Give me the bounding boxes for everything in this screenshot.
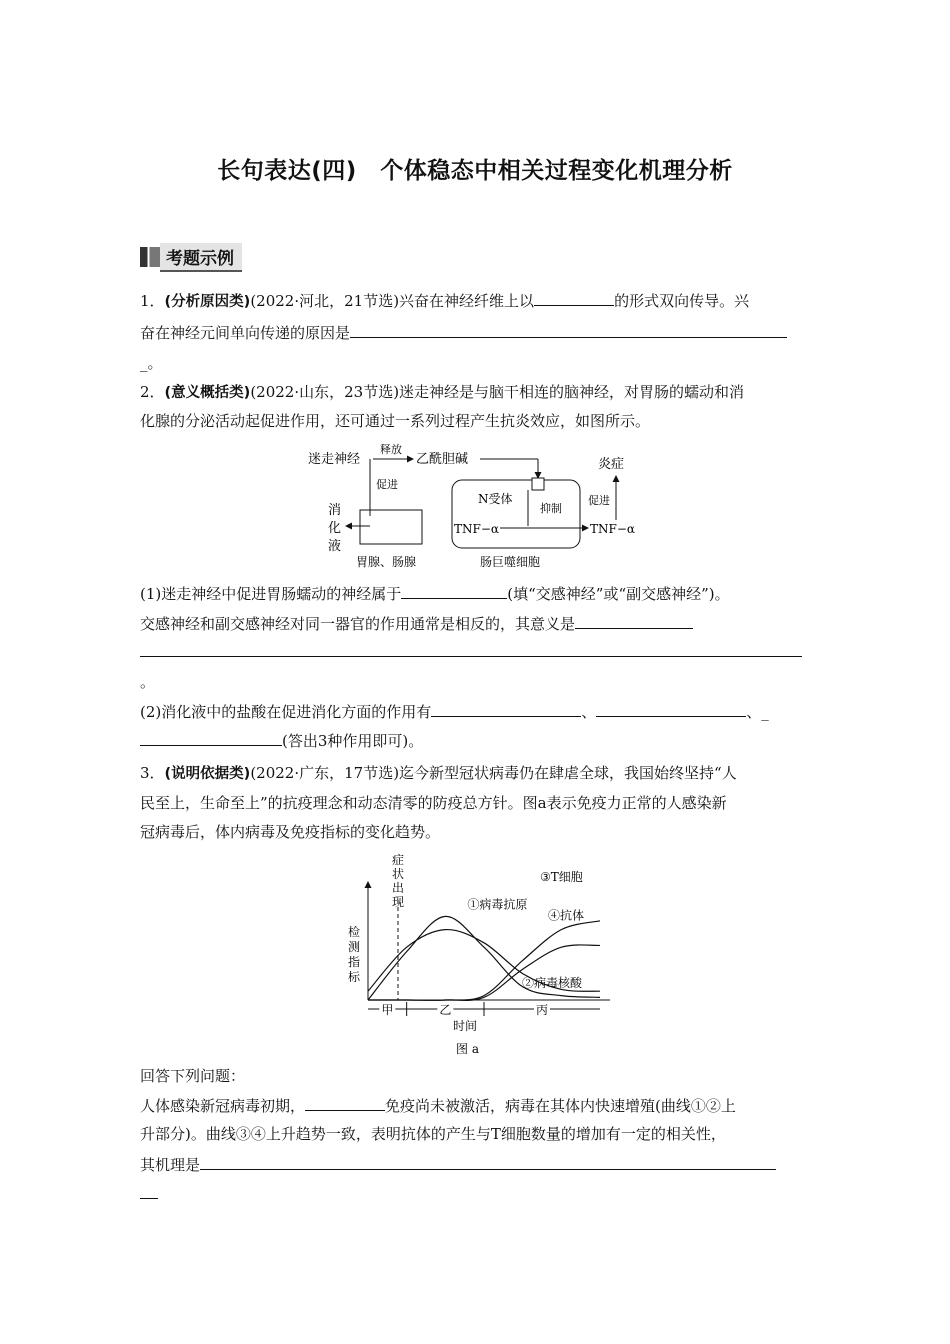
q3-answer-text-a: 人体感染新冠病毒初期，: [140, 1097, 306, 1115]
diagram-tnf-1: TNF−α: [454, 522, 499, 536]
q2-sub2-line1: [140, 700, 769, 722]
q2-blank-4[interactable]: [431, 700, 581, 717]
q2-blank-3[interactable]: [140, 640, 802, 657]
q3-text-a: 迄今新型冠状病毒仍在肆虐全球，我国始终坚持“人: [399, 764, 737, 782]
q2-number: 2．: [140, 383, 165, 401]
stage-label: 丙: [536, 1003, 549, 1017]
diagram-macrophage: 肠巨噬细胞: [480, 555, 541, 569]
diagram-inflammation: 炎症: [598, 457, 625, 472]
diagram-ach: 乙酰胆碱: [416, 452, 469, 467]
series-label-4: ④抗体: [548, 908, 585, 923]
q2-blank-5[interactable]: [596, 700, 746, 717]
chart-ylabel: [348, 924, 361, 984]
q3-line2: 民至上，生命至上”的抗疫理念和动态清零的防疫总方针。图a表示免疫力正常的人感染新: [140, 794, 727, 812]
diagram-tnf-2: TNF−α: [590, 522, 635, 536]
q3-answer-line2: 升部分)。曲线③④上升趋势一致，表明抗体的产生与T细胞数量的增加有一定的相关性，: [140, 1125, 726, 1143]
ylabel-char: 指: [348, 955, 361, 969]
q2-text-a: 迷走神经是与脑干相连的脑神经，对胃肠的蠕动和消: [399, 383, 745, 401]
q2-sep-2: 、: [746, 703, 762, 721]
q2-type: (意义概括类): [164, 385, 251, 401]
q2-sub2-end: _: [761, 703, 769, 721]
q3-source: (2022·广东，17节选): [250, 764, 400, 782]
series-label-2: ②病毒核酸: [522, 976, 583, 991]
q1-text-a: 兴奋在神经纤维上以: [399, 292, 535, 310]
symptom-char: 症: [392, 853, 405, 867]
q2-sub1-line1: [140, 582, 730, 604]
receptor-icon: [532, 478, 544, 490]
stage-label: 乙: [439, 1003, 452, 1017]
ylabel-char: 测: [348, 940, 361, 954]
gland-box: [360, 510, 422, 544]
q2-sep-1: 、: [581, 703, 597, 721]
q2-sub1-line4: 。: [140, 673, 156, 691]
q3-line1: [140, 763, 737, 784]
diagram-nreceptor: N受体: [478, 492, 513, 506]
stage-label: 甲: [381, 1003, 394, 1017]
series-line-4: [368, 945, 600, 1001]
q3-answer-line3: [140, 1153, 776, 1175]
diagram-gland: 胃腺、肠腺: [356, 555, 417, 569]
diagram-promote-1: 促进: [376, 478, 398, 491]
page-title: 长句表达(四) 个体稳态中相关过程变化机理分析: [217, 158, 733, 184]
q1-blank-1[interactable]: [534, 289, 614, 306]
q2-blank-2[interactable]: [575, 612, 693, 629]
q1-line2: [140, 321, 787, 343]
series-label-3: ③T细胞: [540, 869, 583, 884]
q3-blank-1[interactable]: [305, 1094, 385, 1111]
immune-chart: [340, 850, 630, 1060]
q3-line3: 冠病毒后，体内病毒及免疫指标的变化趋势。: [140, 823, 441, 841]
q3-answer-text-c: 其机理是: [140, 1156, 201, 1174]
symptom-char: 出: [392, 881, 405, 895]
section-marker-icon: [140, 247, 160, 267]
series-label-1: ①病毒抗原: [467, 897, 528, 912]
ylabel-char: 检: [348, 925, 361, 939]
q3-answer-line4: [140, 1182, 158, 1204]
chart-stages: [368, 1001, 600, 1017]
chart-caption: 图 a: [456, 1042, 479, 1056]
q1-type: (分析原因类): [164, 294, 251, 310]
q2-sub2-line2: [140, 729, 423, 751]
q2-sub1-line2: [140, 612, 693, 634]
q3-answer-prompt: 回答下列问题：: [140, 1067, 246, 1085]
section-heading: [140, 246, 242, 268]
diagram-digestive-1: 消: [328, 503, 342, 518]
q1-source: (2022·河北，21节选): [250, 292, 400, 310]
q1-line1: [140, 289, 749, 312]
q2-sub1-line3: [140, 640, 802, 662]
diagram-vagus: 迷走神经: [308, 452, 361, 467]
q2-line1: [140, 382, 744, 403]
q2-blank-6[interactable]: [140, 729, 282, 746]
q1-blank-2[interactable]: [350, 321, 787, 338]
diagram-promote-2: 促进: [588, 494, 610, 507]
diagram-release: 释放: [380, 443, 402, 456]
q1-text-b: 的形式双向传导。兴: [614, 292, 750, 310]
q2-sub1-text-b: (填“交感神经”或“副交感神经”)。: [507, 585, 730, 603]
q3-number: 3．: [140, 764, 165, 782]
chart-xlabel: 时间: [453, 1019, 478, 1033]
q3-blank-2[interactable]: [200, 1153, 776, 1170]
vagus-nerve-diagram: [300, 438, 660, 573]
q1-number: 1．: [140, 292, 165, 310]
q2-sub1-text-a: (1)迷走神经中促进胃肠蠕动的神经属于: [140, 585, 402, 603]
q3-type: (说明依据类): [164, 766, 251, 782]
q2-blank-1[interactable]: [401, 582, 507, 599]
q2-source: (2022·山东，23节选): [250, 383, 400, 401]
q3-answer-line1: [140, 1094, 736, 1116]
diagram-digestive-3: 液: [328, 539, 342, 554]
q2-line2: 化腺的分泌活动起促进作用，还可通过一系列过程产生抗炎效应，如图所示。: [140, 412, 651, 430]
q1-text-c: 奋在神经元间单向传递的原因是: [140, 324, 351, 342]
q3-answer-text-b: 免疫尚未被激活，病毒在其体内快速增殖(曲线①②上: [385, 1097, 736, 1115]
q2-sub1-text-c: 交感神经和副交感神经对同一器官的作用通常是相反的，其意义是: [140, 615, 576, 633]
q2-sub2-text-a: (2)消化液中的盐酸在促进消化方面的作用有: [140, 703, 432, 721]
ylabel-char: 标: [348, 970, 361, 984]
diagram-digestive-2: 化: [328, 521, 342, 536]
chart-series-labels: [467, 870, 584, 990]
symptom-char: 状: [392, 867, 405, 881]
diagram-inhibit: 抑制: [540, 502, 562, 515]
section-label: 考题示例: [160, 243, 242, 272]
q3-blank-3[interactable]: [140, 1182, 158, 1199]
symptom-char: 现: [392, 895, 405, 909]
q1-line3: _。: [140, 354, 163, 372]
q2-sub2-text-b: (答出3种作用即可)。: [282, 732, 424, 750]
